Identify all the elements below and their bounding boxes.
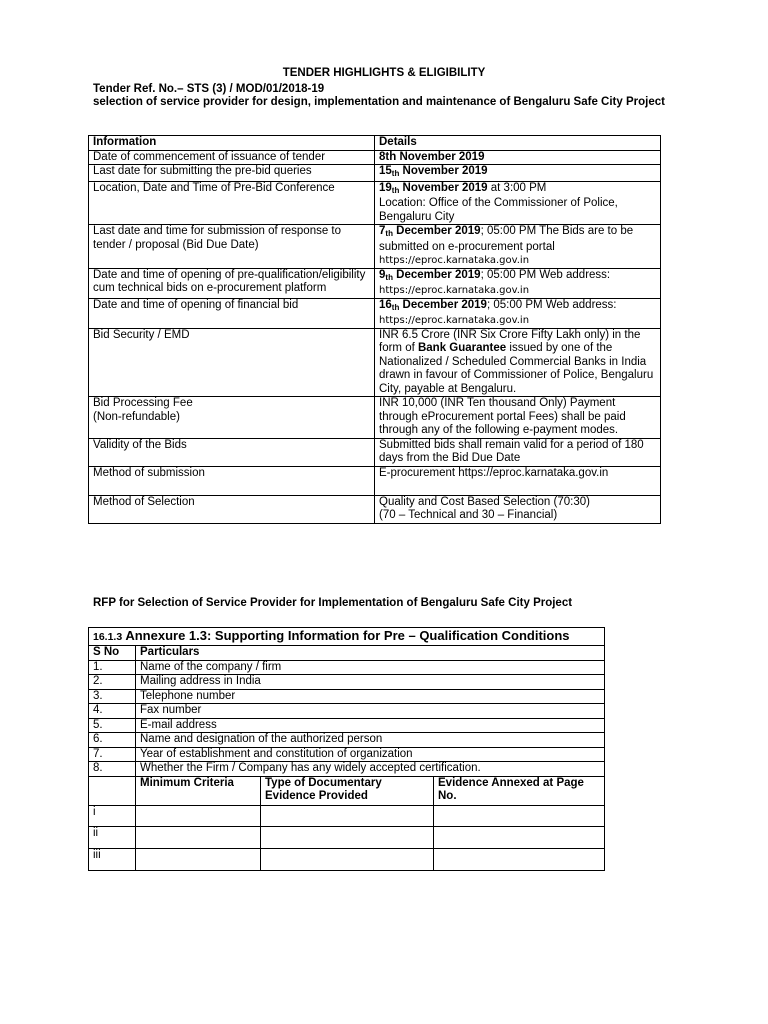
row-detail: Submitted bids shall remain valid for a period of 180 days from the Bid Due Date [375,438,661,466]
row-info: Date and time of opening of pre-qualification/eligibility cum technical bids on e-procurement platform [89,268,375,298]
row-text: Year of establishment and constitution of organization [136,747,605,762]
eproc-url: https://eproc.karnataka.gov.in [379,255,530,266]
row-number: 1. [89,660,136,675]
table-row [89,689,605,704]
table-row [89,660,605,675]
rfp-heading: RFP for Selection of Service Provider for Implementation of Bengaluru Safe City Project [93,597,573,609]
header-details: Details [375,136,661,151]
row-info: Last date for submitting the pre-bid queries [89,165,375,182]
table-header-row [89,136,661,151]
table-row [89,704,605,719]
criteria-header-row [89,776,605,805]
row-info: Date and time of opening of financial bid [89,298,375,328]
row-detail: INR 6.5 Crore (INR Six Crore Fifty Lakh only) in the form of Bank Guarantee issued by one of the Nationalized / Scheduled Commercial Banks in India drawn in favour of Commissioner of Police, Bengaluru City, payable at Bengaluru. [375,328,661,397]
row-number: 8. [89,762,136,777]
criteria-number: ii [89,826,136,848]
eproc-url: https://eproc.karnataka.gov.in [379,315,530,326]
table-row [89,150,661,165]
row-info: Validity of the Bids [89,438,375,466]
document-title: TENDER HIGHLIGHTS & ELIGIBILITY [282,67,486,79]
row-info: Date of commencement of issuance of tender [89,150,375,165]
table-row [89,397,661,439]
row-detail: 7th December 2019; 05:00 PM The Bids are to be submitted on e-procurement portal https://eproc.karnataka.gov.in [375,225,661,269]
row-detail: 8th November 2019 [375,150,661,165]
row-number: 7. [89,747,136,762]
row-text: Mailing address in India [136,675,605,690]
table-row [89,298,661,328]
row-number: 5. [89,718,136,733]
row-detail: 19th November 2019 at 3:00 PM Location: Office of the Commissioner of Police, Bengaluru City [375,181,661,225]
table-row [89,718,605,733]
row-text: Fax number [136,704,605,719]
eproc-url: https://eproc.karnataka.gov.in [379,285,530,296]
row-info: Bid Security / EMD [89,328,375,397]
table-row [89,328,661,397]
header-information: Information [89,136,375,151]
criteria-row [89,848,605,870]
header-particulars: Particulars [136,646,605,661]
row-detail: E-procurement https://eproc.karnataka.gov.in [375,466,661,495]
row-text: Name and designation of the authorized person [136,733,605,748]
annexure-title-row [89,628,605,646]
row-detail: Quality and Cost Based Selection (70:30) (70 – Technical and 30 – Financial) [375,495,661,523]
row-info: Method of Selection [89,495,375,523]
row-info: Method of submission [89,466,375,495]
table-row [89,747,605,762]
table-row [89,466,661,495]
row-text: Telephone number [136,689,605,704]
row-detail: INR 10,000 (INR Ten thousand Only) Payment through eProcurement portal Fees) shall be paid through any of the following e-payment modes. [375,397,661,439]
table-row [89,438,661,466]
tender-subject: selection of service provider for design, implementation and maintenance of Bengaluru Safe City Project [93,96,665,108]
row-number: 3. [89,689,136,704]
tender-highlights-table [88,135,661,524]
table-row [89,181,661,225]
annexure-header-row [89,646,605,661]
row-detail: 9th December 2019; 05:00 PM Web address: https://eproc.karnataka.gov.in [375,268,661,298]
criteria-blank [89,776,136,805]
criteria-row [89,805,605,826]
table-row [89,165,661,182]
row-text: E-mail address [136,718,605,733]
row-number: 6. [89,733,136,748]
row-detail: 15th November 2019 [375,165,661,182]
header-evidence-page: Evidence Annexed at Page No. [434,776,605,805]
table-row [89,762,605,777]
row-info: Location, Date and Time of Pre-Bid Conference [89,181,375,225]
header-sno: S No [89,646,136,661]
row-detail: 16th December 2019; 05:00 PM Web address: https://eproc.karnataka.gov.in [375,298,661,328]
tender-ref: Tender Ref. No.– STS (3) / MOD/01/2018-19 [93,83,325,95]
row-number: 2. [89,675,136,690]
table-row [89,225,661,269]
criteria-number: i [89,805,136,826]
row-text: Whether the Firm / Company has any widely accepted certification. [136,762,605,777]
header-minimum-criteria: Minimum Criteria [136,776,261,805]
table-row [89,675,605,690]
row-number: 4. [89,704,136,719]
row-info: Last date and time for submission of response to tender / proposal (Bid Due Date) [89,225,375,269]
criteria-row [89,826,605,848]
row-info: Bid Processing Fee (Non-refundable) [89,397,375,439]
annexure-title: 16.1.3 Annexure 1.3: Supporting Information for Pre – Qualification Conditions [89,628,605,646]
table-row [89,733,605,748]
criteria-number: iii [89,848,136,870]
table-row [89,268,661,298]
header-evidence-type: Type of Documentary Evidence Provided [261,776,434,805]
annexure-table [88,627,605,871]
table-row [89,495,661,523]
row-text: Name of the company / firm [136,660,605,675]
